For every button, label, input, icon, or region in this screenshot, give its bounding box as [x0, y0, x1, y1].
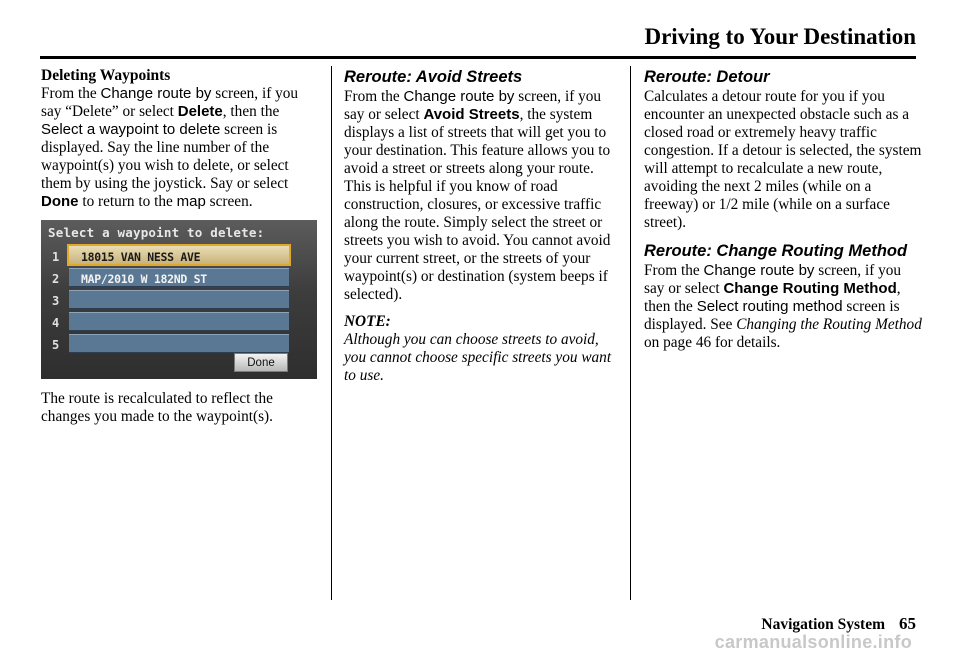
ui-term-change-route-by: Change route by — [703, 262, 815, 279]
row-number: 3 — [52, 294, 60, 308]
section-heading-avoid-streets: Reroute: Avoid Streets — [344, 68, 523, 86]
ui-term-change-routing-method: Change Routing Method — [723, 280, 897, 297]
cross-reference: Changing the Routing Method — [736, 316, 922, 333]
text: , then the — [222, 103, 280, 120]
note-label: NOTE: — [344, 313, 391, 330]
text: screen, if you say or select — [344, 88, 602, 123]
ui-term-map: map — [176, 193, 206, 210]
text: screen is displayed. Say the line number of the waypoint(s) you wish to delete, or select them by using the joystick. Say or select — [41, 121, 289, 192]
waypoint-row-text: 18015 VAN NESS AVE — [81, 250, 201, 264]
ui-term-delete: Delete — [177, 103, 223, 120]
page-number: 65 — [899, 614, 916, 633]
ui-term-avoid-streets: Avoid Streets — [423, 106, 520, 123]
column-2 — [344, 67, 624, 385]
deleting-waypoints-paragraph — [41, 85, 321, 211]
row-number: 4 — [52, 316, 60, 330]
text: From the — [644, 262, 704, 279]
column-3 — [644, 67, 924, 352]
text: on page 46 for details. — [644, 334, 781, 351]
spacer — [344, 304, 624, 313]
avoid-streets-paragraph — [344, 88, 624, 304]
row-number: 2 — [52, 272, 60, 286]
watermark: carmanualsonline.info — [714, 632, 912, 652]
page-title: Driving to Your Destination — [644, 24, 916, 49]
waypoint-row-2[interactable] — [69, 268, 289, 287]
text: , then the — [644, 280, 901, 315]
waypoint-row-3[interactable] — [69, 290, 289, 309]
waypoint-row-1[interactable] — [67, 244, 291, 266]
ui-term-select-routing-method: Select routing method — [696, 298, 843, 315]
ui-term-select-waypoint: Select a waypoint to delete — [41, 121, 221, 138]
ui-term-done: Done — [41, 193, 79, 210]
waypoint-row-text: MAP/2010 W 182ND ST — [81, 272, 207, 286]
footer-label: Navigation System — [761, 616, 885, 633]
text: , the system displays a list of streets that will get you to your destination. This feature allows you to avoid a street or streets along your route. This is helpful if you know of road construction, closures, or excessive traffic along the route. Simply select the street or streets you wish to avoid. You cannot avoid your current street, or the streets of your waypoint(s) or destination (system beeps if selected). — [344, 106, 611, 303]
recalculated-paragraph: The route is recalculated to reflect the changes you made to the waypoint(s). — [41, 390, 273, 425]
text: From the — [41, 85, 101, 102]
ui-term-change-route-by: Change route by — [100, 85, 212, 102]
screen-title: Select a waypoint to delete: — [48, 225, 265, 240]
text: From the — [344, 88, 404, 105]
section-heading-change-routing-method: Reroute: Change Routing Method — [644, 242, 908, 260]
page-footer — [761, 614, 916, 634]
note-text: Although you can choose streets to avoid, you cannot choose specific streets you want to use. — [344, 331, 612, 384]
change-routing-paragraph — [644, 262, 924, 352]
header-rule — [40, 56, 916, 59]
section-heading-detour: Reroute: Detour — [644, 68, 770, 86]
text: screen, if you say “Delete” or select — [41, 85, 299, 120]
text: screen, if you say or select — [644, 262, 902, 297]
spacer — [644, 232, 924, 241]
row-number: 1 — [52, 250, 60, 264]
column-1 — [41, 67, 321, 426]
section-heading-deleting-waypoints: Deleting Waypoints — [41, 67, 171, 84]
column-divider-1 — [331, 66, 332, 600]
text: screen. — [205, 193, 253, 210]
text: screen is displayed. See — [644, 298, 900, 333]
done-button[interactable]: Done — [234, 353, 288, 372]
waypoint-row-4[interactable] — [69, 312, 289, 331]
row-number: 5 — [52, 338, 60, 352]
waypoint-row-5[interactable] — [69, 334, 289, 353]
text: to return to the — [78, 193, 177, 210]
detour-paragraph: Calculates a detour route for you if you encounter an unexpected obstacle such as a closed road or extremely heavy traffic congestion. If a detour is selected, the system will attempt to recalculate a new route, avoiding the next 2 miles (while on a freeway) or 1/2 mile (while on a surface street). — [644, 88, 922, 231]
waypoint-screen-image — [41, 220, 317, 379]
column-divider-2 — [630, 66, 631, 600]
ui-term-change-route-by: Change route by — [403, 88, 515, 105]
